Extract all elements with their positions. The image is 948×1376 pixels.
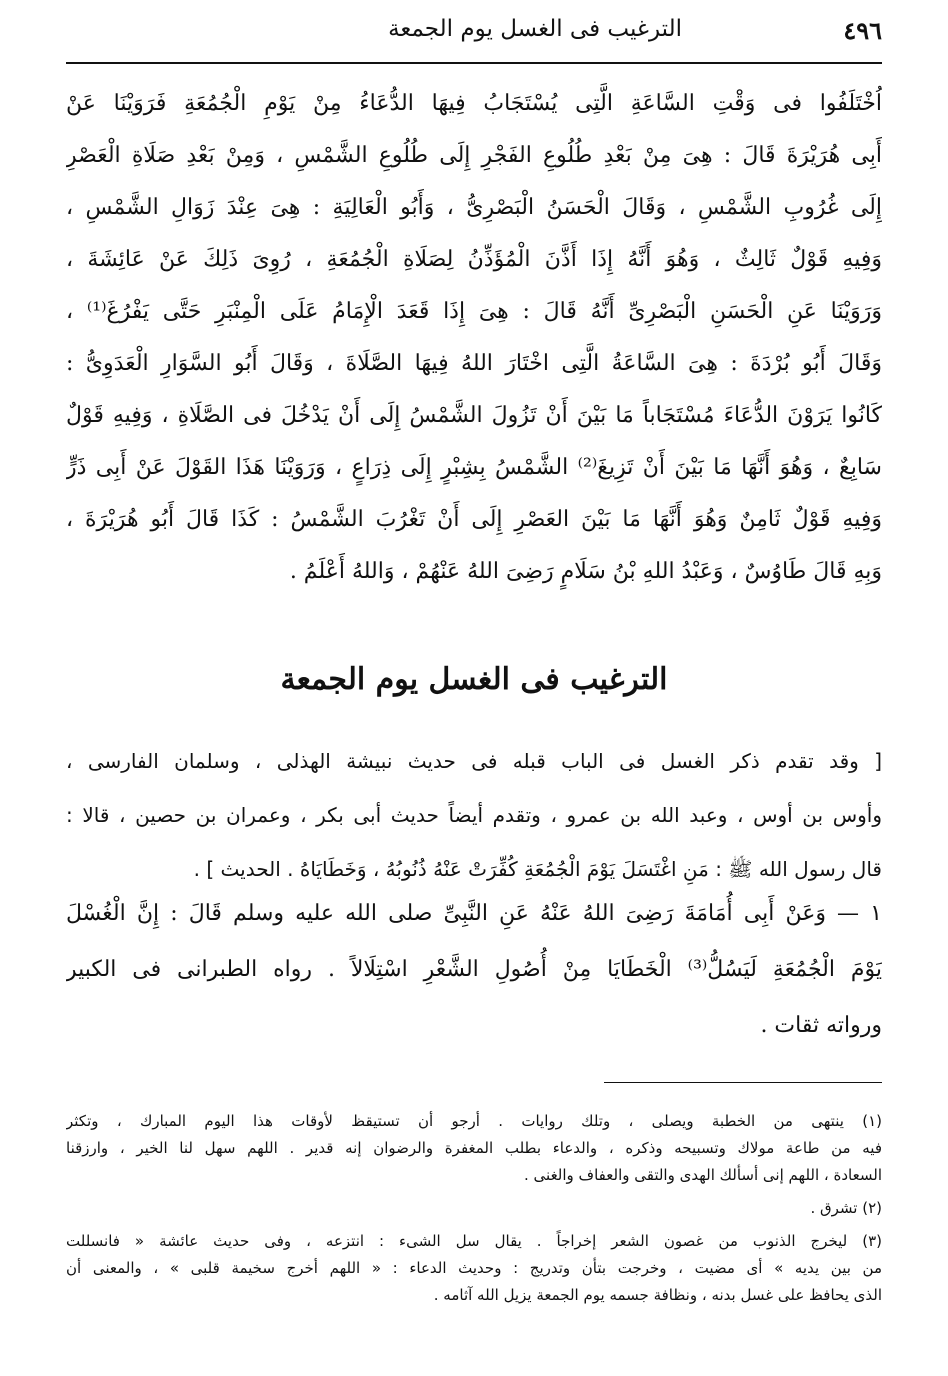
header-rule — [66, 62, 882, 64]
text-line: وَبِهِ قَالَ طَاوُسٌ ، وَعَبْدُ اللهِ بْنُ سَلَامٍ رَضِىَ اللهُ عَنْهُمْ ، وَاللهُ أَعْلَمُ . — [289, 559, 882, 584]
footnote-line: فيه من طاعة مولاك وتسبيحه وذكره ، والدعاء بطلب المغفرة والرضوان إنه قدير . اللهم سهل لنا الخير ، وارزقنا — [66, 1139, 882, 1157]
footnote-rule — [604, 1082, 882, 1083]
intro-paragraph — [66, 734, 882, 896]
text-line: سَابِعٌ ، وَهُوَ أَنَّهَا مَا بَيْنَ أَنْ تَزِيغَ⁽²⁾ الشَّمْسُ بِشِبْرٍ إِلَى ذِرَاعٍ ، وَرَوَيْنَا هَذَا القَوْلَ عَنْ أَبِى ذَرٍّ — [66, 455, 882, 480]
section-title: الترغيب فى الغسل يوم الجمعة — [280, 662, 668, 697]
text-line: اُخْتَلَفُوا فى وَقْتِ السَّاعَةِ الَّتِى يُسْتَجَابُ فِيهَا الدُّعَاءُ مِنْ يَوْمِ الْجُمُعَةِ فَرَوَيْنَا عَنْ — [66, 91, 882, 116]
text-line: أَبِى هُرَيْرَةَ قَالَ : هِىَ مِنْ بَعْدِ طُلُوعِ الفَجْرِ إِلَى طُلُوعِ الشَّمْسِ ، وَمِنْ بَعْدِ صَلَاةِ الْعَصْرِ — [66, 143, 882, 168]
footnote-line: السعادة ، اللهم إنى أسألك الهدى والتقى والعفاف والغنى . — [524, 1166, 882, 1184]
text-line: وَفِيهِ قَوْلٌ ثَامِنٌ وَهُوَ أَنَّهَا مَا بَيْنَ العَصْرِ إِلَى أَنْ تَغْرُبَ الشَّمْسُ : كَذَا قَالَ أَبُو هُرَيْرَةَ ، — [66, 507, 882, 532]
footnote-line: الذى يحافظ على غسل بدنه ، ونظافة جسمه يوم الجمعة يزيل الله آثامه . — [433, 1286, 882, 1304]
running-title: الترغيب فى الغسل يوم الجمعة — [388, 16, 682, 42]
intro-line: وأوس بن أوس ، وعبد الله بن عمرو ، وتقدم أيضاً حديث أبى بكر ، وعمران بن حصين ، قالا : — [66, 803, 882, 827]
text-line: وَفِيهِ قَوْلٌ ثَالِثٌ ، وَهُوَ أَنَّهُ إِذَا أَذَّنَ الْمُؤَذِّنُ لِصَلَاةِ الْجُمُعَةِ ، رُوِىَ ذَلِكَ عَنْ عَائِشَةَ ، — [66, 247, 882, 272]
main-text — [66, 78, 882, 598]
footnote-line: من بين يديه » أى مضيت ، وخرجت بتأن وتدريج : وحديث الدعاء : « اللهم أخرج سخيمة قلبى » ، والمعنى أن — [66, 1259, 882, 1277]
page-number: ٤٩٦ — [843, 16, 882, 45]
hadith-line: يَوْمَ الْجُمُعَةِ لَيَسُلُّ⁽³⁾ الْخَطَايَا مِنْ أُصُولِ الشَّعْرِ اسْتِلَالاً . رواه الطبرانى فى الكبير — [66, 957, 882, 982]
intro-line: قال رسول الله ﷺ : مَنِ اغْتَسَلَ يَوْمَ الْجُمُعَةِ كُفِّرَتْ عَنْهُ ذُنُوبُهُ ، وَخَطَايَاهُ . الحديث ] . — [193, 857, 882, 881]
footnote-line: (٣) ليخرج الذنوب من غصون الشعر إخراجاً . يقال سل الشىء : انتزعه ، وفى حديث عائشة « فانسللت — [66, 1232, 882, 1250]
hadith-paragraph — [66, 886, 882, 1054]
running-header — [66, 14, 882, 56]
text-line: كَانُوا يَرَوْنَ الدُّعَاءَ مُسْتَجَاباً مَا بَيْنَ أَنْ تَزُولَ الشَّمْسُ إِلَى أَنْ يَدْخُلَ فى الصَّلَاةِ ، وَفِيهِ قَوْلٌ — [66, 403, 882, 428]
footnote-line: (١) ينتهى من الخطبة ويصلى ، وتلك روايات . أرجو أن تستيقظ لأوقات هذا اليوم المبارك ، وتكثر — [66, 1112, 882, 1130]
text-line: وَرَوَيْنَا عَنِ الْحَسَنِ الْبَصْرِىِّ أَنَّهُ قَالَ : هِىَ إِذَا قَعَدَ الْإِمَامُ عَلَى الْمِنْبَرِ حَتَّى يَفْرُغَ⁽¹⁾ ، — [66, 299, 882, 324]
intro-line: [ وقد تقدم ذكر الغسل فى الباب قبله فى حديث نبيشة الهذلى ، وسلمان الفارسى ، — [66, 749, 882, 773]
footnotes — [66, 1108, 882, 1309]
text-line: وَقَالَ أَبُو بُرْدَةَ : هِىَ السَّاعَةُ الَّتِى اخْتَارَ اللهُ فِيهَا الصَّلَاةَ ، وَقَالَ أَبُو السَّوَارِ الْعَدَوِىُّ : — [66, 351, 882, 376]
text-line: إِلَى غُرُوبِ الشَّمْسِ ، وَقَالَ الْحَسَنُ الْبَصْرِىُّ ، وَأَبُو الْعَالِيَةِ : هِىَ عِنْدَ زَوَالِ الشَّمْسِ ، — [66, 195, 882, 220]
footnote-line: (٢) تشرق . — [810, 1199, 882, 1217]
hadith-line: ورواته ثقات . — [760, 1013, 882, 1038]
hadith-line: ١ — وَعَنْ أَبِى أُمَامَةَ رَضِىَ اللهُ عَنْهُ عَنِ النَّبِىِّ صلى الله عليه وسلم قَالَ : إِنَّ الْغُسْلَ — [66, 901, 882, 926]
